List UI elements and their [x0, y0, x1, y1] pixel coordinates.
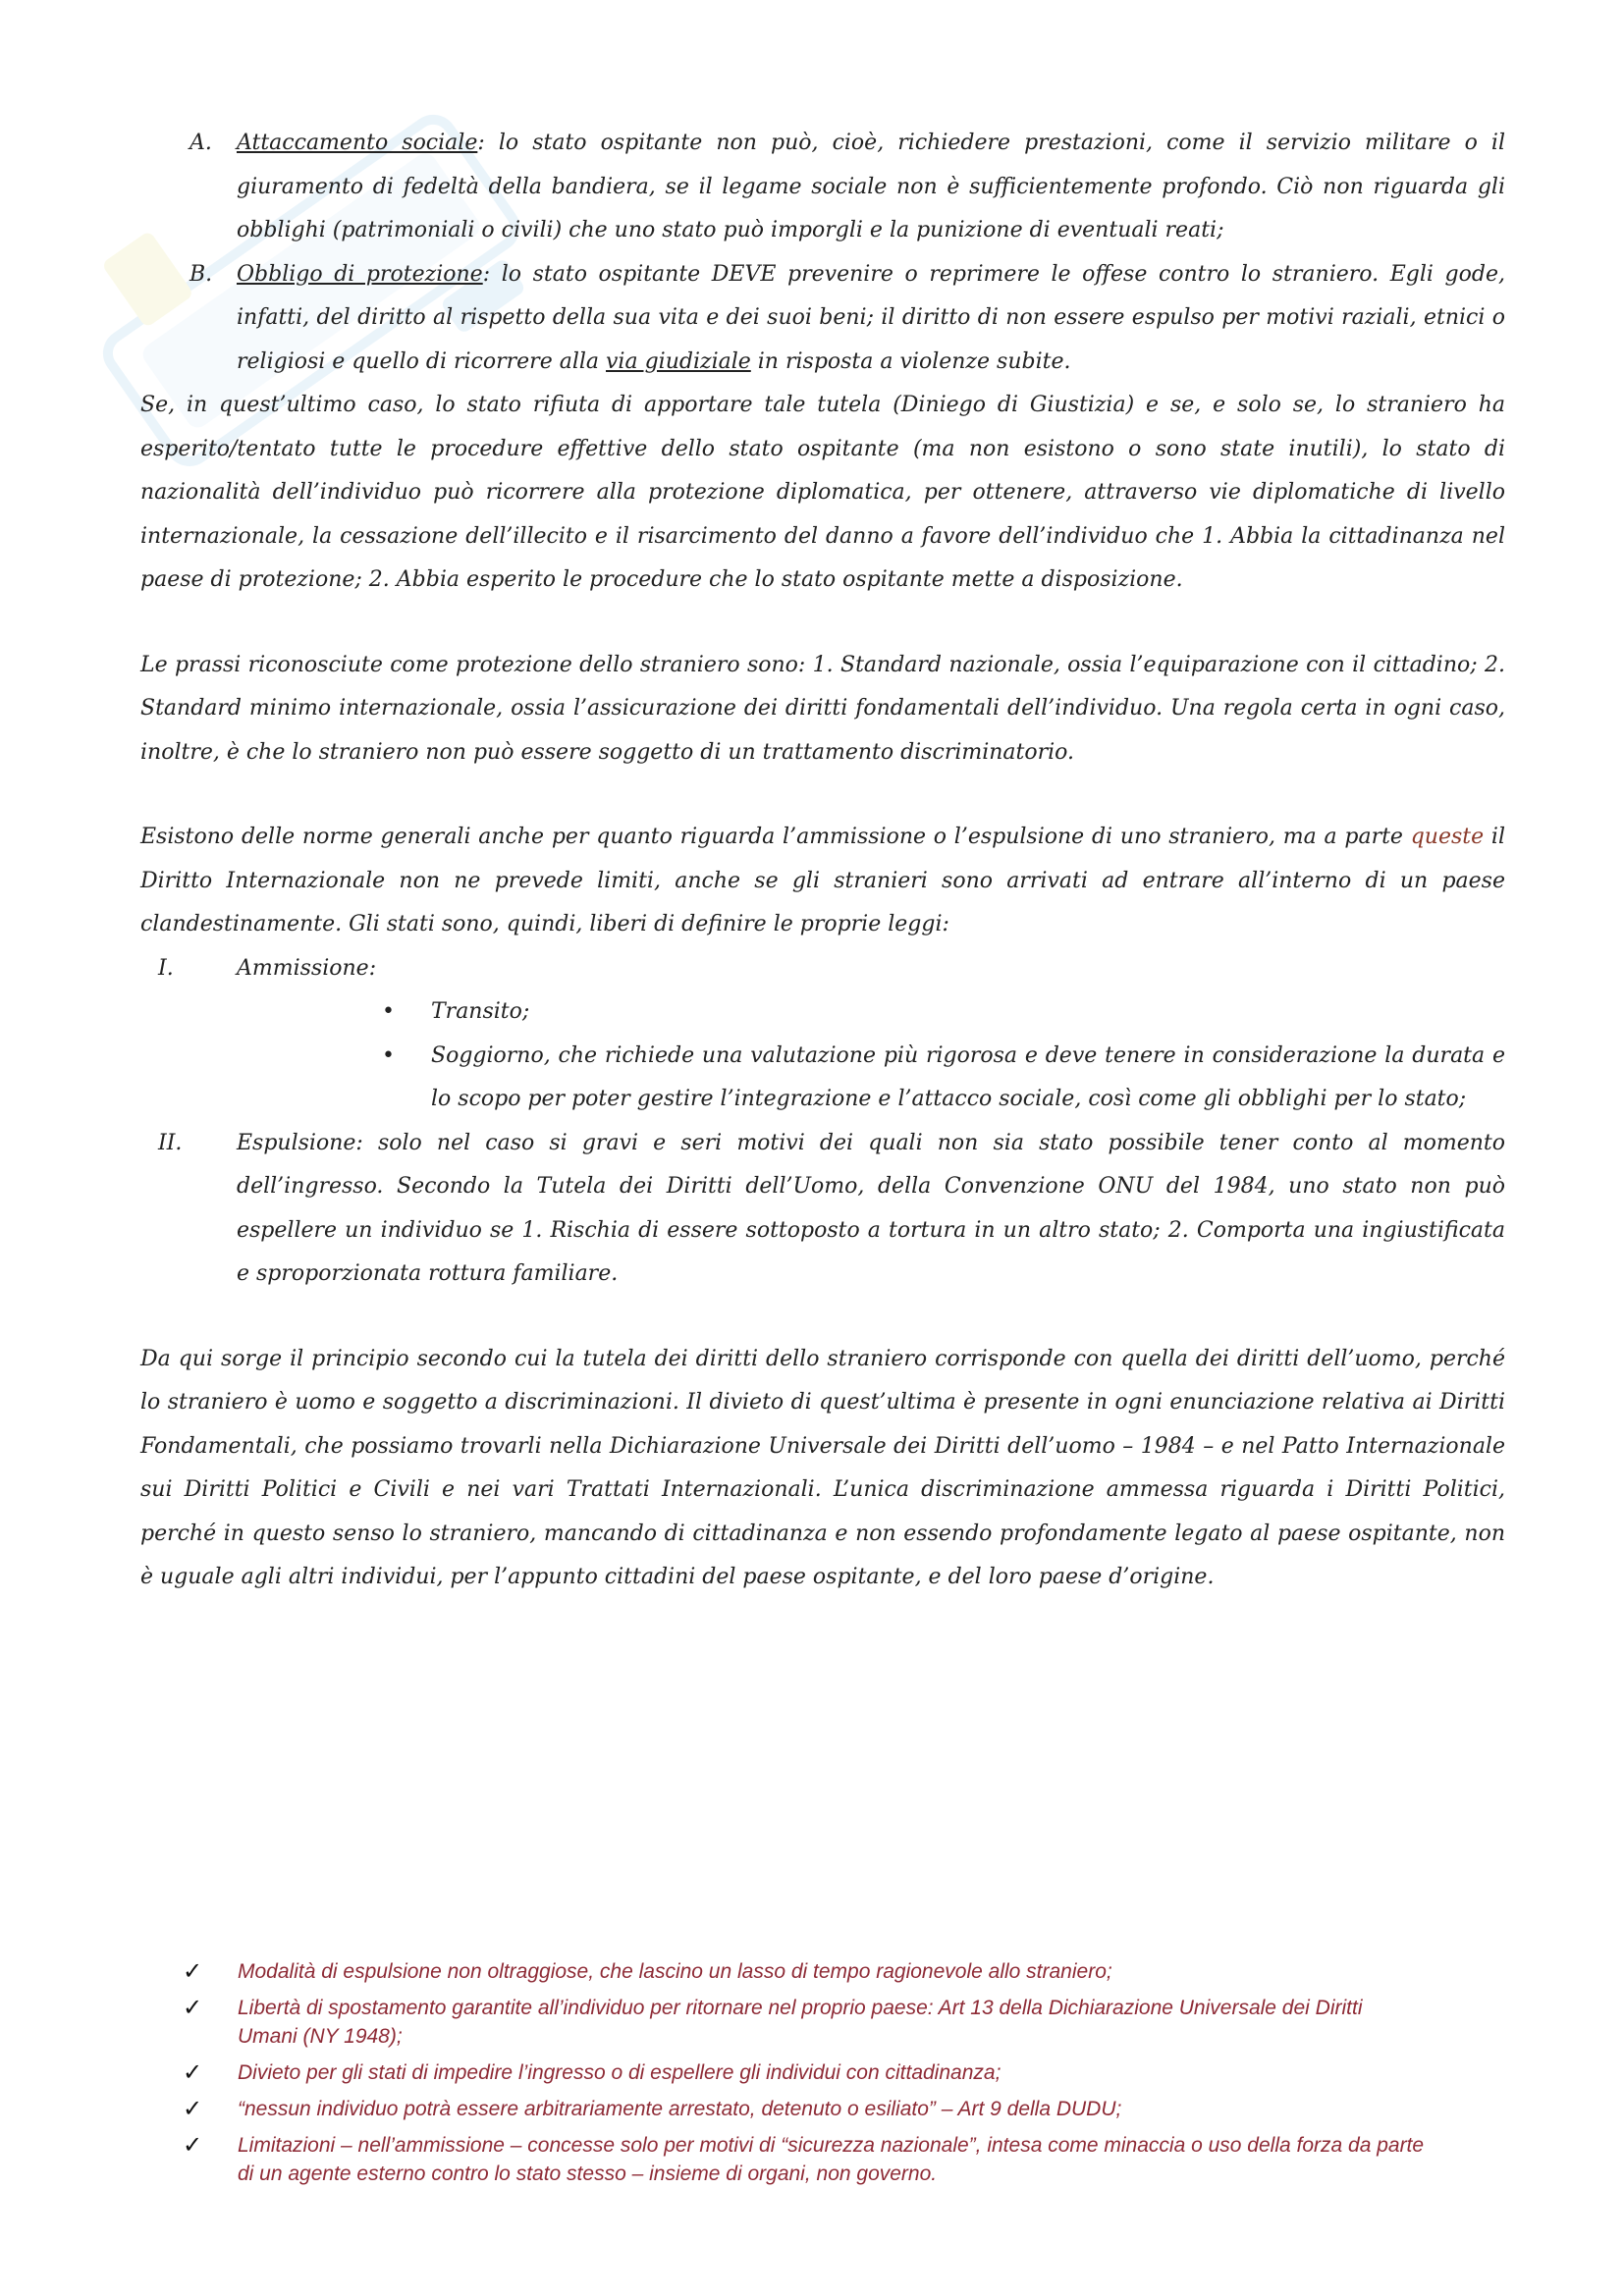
paragraph-text-end: il Diritto Internazionale non ne prevede limiti, anche se gli stranieri sono arrivati ad entrare all’interno di un paese clandestinamente. Gli stati sono, quindi, liberi di definire le proprie leggi: — [140, 825, 1505, 936]
checklist — [183, 1957, 1624, 2196]
list-marker: II. — [158, 1130, 183, 1155]
checklist-line: Umani (NY 1948); — [238, 2025, 403, 2048]
checklist-item — [183, 2095, 1624, 2123]
list-item-ammissione — [140, 947, 1505, 991]
sub-bullet-list — [140, 990, 1505, 1122]
list-marker: I. — [158, 955, 174, 981]
checkmark-icon: ✓ — [183, 1958, 203, 1985]
bullet-text: Transito; — [431, 999, 530, 1024]
paragraph-human-rights: Da qui sorge il principio secondo cui la tutela dei diritti dello straniero corrisponde con quella dei diritti dell’uomo, perché lo straniero è uomo e soggetto a discriminazioni. Il divieto di quest’ultima è presente in ogni enunciazione relativa ai Diritti Fondamentali, che possiamo trovarli nella Dichiarazione Universale dei Diritti dell’uomo – 1984 – e nel Patto Internazionale sui Diritti Politici e Civili e nei vari Trattati Internazionali. L’unica discriminazione ammessa riguarda i Diritti Politici, perché in questo senso lo straniero, mancando di cittadinanza e non essendo profondamente legato al paese ospitante, non è uguale agli altri individui, per l’appunto cittadini del paese ospitante, e del loro paese d’origine. — [140, 1346, 1505, 1589]
paragraph-text: Esistono delle norme generali anche per quanto riguarda l’ammissione o l’espulsione di uno straniero, ma a parte — [140, 825, 1411, 849]
item-text: : lo stato ospitante DEVE prevenire o reprimere le offese contro lo straniero. Egli gode, infatti, del diritto al rispetto della sua vita e dei suoi beni; il diritto di non essere espulso per motivi raziali, etnici o religiosi e quello di ricorrere alla — [237, 261, 1505, 374]
term-attaccamento-sociale: Attaccamento sociale — [237, 131, 478, 155]
list-item-espulsione — [140, 1122, 1505, 1297]
checklist-line: Divieto per gli stati di impedire l’ingresso o di espellere gli individui con cittadinanza; — [238, 2061, 1001, 2084]
bullet-text: Soggiorno, che richiede una valutazione più rigorosa e deve tenere in considerazione la durata e lo scopo per poter gestire l’integrazione e l’attacco sociale, così come gli obblighi per lo stato; — [431, 1042, 1505, 1111]
spacer — [140, 603, 1505, 644]
checkmark-icon: ✓ — [183, 2096, 203, 2122]
checklist-line: Limitazioni – nell’ammissione – concesse solo per motivi di “sicurezza nazionale”, intesa come minaccia o uso della forza da parte — [238, 2134, 1425, 2157]
term-via-giudiziale: via giudiziale — [606, 348, 751, 374]
paragraph-diplomatic-protection: Se, in quest’ultimo caso, lo stato rifiuta di apportare tale tutela (Diniego di Giustizia) e se, e solo se, lo straniero ha esperito/tentato tutte le procedure effettive dello stato ospitante (ma non esistono o sono state inutili), lo stato di nazionalità dell’individuo può ricorrere alla protezione diplomatica, per ottenere, attraverso vie diplomatiche di livello internazionale, la cessazione dell’illecito e il risarcimento del danno a favore dell’individuo che 1. Abbia la cittadinanza nel paese di protezione; 2. Abbia esperito le procedure che lo stato ospitante mette a disposizione. — [140, 393, 1505, 592]
checklist-line: Libertà di spostamento garantite all’individuo per ritornare nel proprio paese: Art 13 della Dichiarazione Universale dei Diritti — [238, 1997, 1363, 2019]
spacer — [140, 774, 1505, 816]
term-obbligo-protezione: Obbligo di protezione — [237, 261, 483, 287]
main-text — [140, 122, 1505, 1600]
checklist-line: “nessun individuo potrà essere arbitrariamente arrestato, detenuto o esiliato” – Art 9 della DUDU; — [238, 2098, 1122, 2120]
checklist-item — [183, 2058, 1624, 2087]
spacer — [140, 1297, 1505, 1338]
item-text: Ammissione: — [237, 955, 377, 981]
item-text: Espulsione: solo nel caso si gravi e seri motivi dei quali non sia stato possibile tener conto al momento dell’ingresso. Secondo la Tutela dei Diritti dell’Uomo, della Convenzione ONU del 1984, uno stato non può espellere un individuo se 1. Rischia di essere sottoposto a tortura in un altro stato; 2. Comporta una ingiustificata e sproporzionata rottura familiare. — [237, 1130, 1505, 1286]
checkmark-icon: ✓ — [183, 2059, 203, 2086]
checklist-item — [183, 1994, 1624, 2051]
list-item-a — [140, 122, 1505, 253]
checklist-item — [183, 2131, 1624, 2188]
bullet-icon: • — [382, 999, 395, 1024]
list-item-b — [140, 253, 1505, 385]
item-text-end: in risposta a violenze subite. — [750, 348, 1071, 374]
checklist-line: di un agente esterno contro lo stato stesso – insieme di organi, non governo. — [238, 2163, 938, 2185]
highlighted-word: queste — [1410, 825, 1485, 849]
checkmark-icon: ✓ — [183, 2132, 203, 2159]
paragraph-standards: Le prassi riconosciute come protezione dello straniero sono: 1. Standard nazionale, ossia l’equiparazione con il cittadino; 2. Standard minimo internazionale, ossia l’assicurazione dei diritti fondamentali dell’individuo. Una regola certa in ogni caso, inoltre, è che lo straniero non può essere soggetto di un trattamento discriminatorio. — [140, 652, 1505, 765]
bullet-icon: • — [382, 1042, 395, 1068]
paragraph-admission-expulsion — [140, 816, 1505, 947]
bullet-item — [382, 1035, 1505, 1122]
list-marker: A. — [189, 131, 212, 155]
checkmark-icon: ✓ — [183, 1995, 203, 2021]
item-text: : lo stato ospitante non può, cioè, richiedere prestazioni, come il servizio militare o il giuramento di fedeltà della bandiera, se il legame sociale non è sufficientemente profondo. Ciò non riguarda gli obblighi (patrimoniali o civili) che uno stato può imporgli e la punizione di eventuali reati; — [237, 131, 1505, 242]
bullet-item — [382, 990, 1505, 1035]
list-marker: B. — [189, 261, 213, 287]
checklist-line: Modalità di espulsione non oltraggiose, che lascino un lasso di tempo ragionevole allo straniero; — [238, 1960, 1112, 1983]
checklist-item — [183, 1957, 1624, 1986]
